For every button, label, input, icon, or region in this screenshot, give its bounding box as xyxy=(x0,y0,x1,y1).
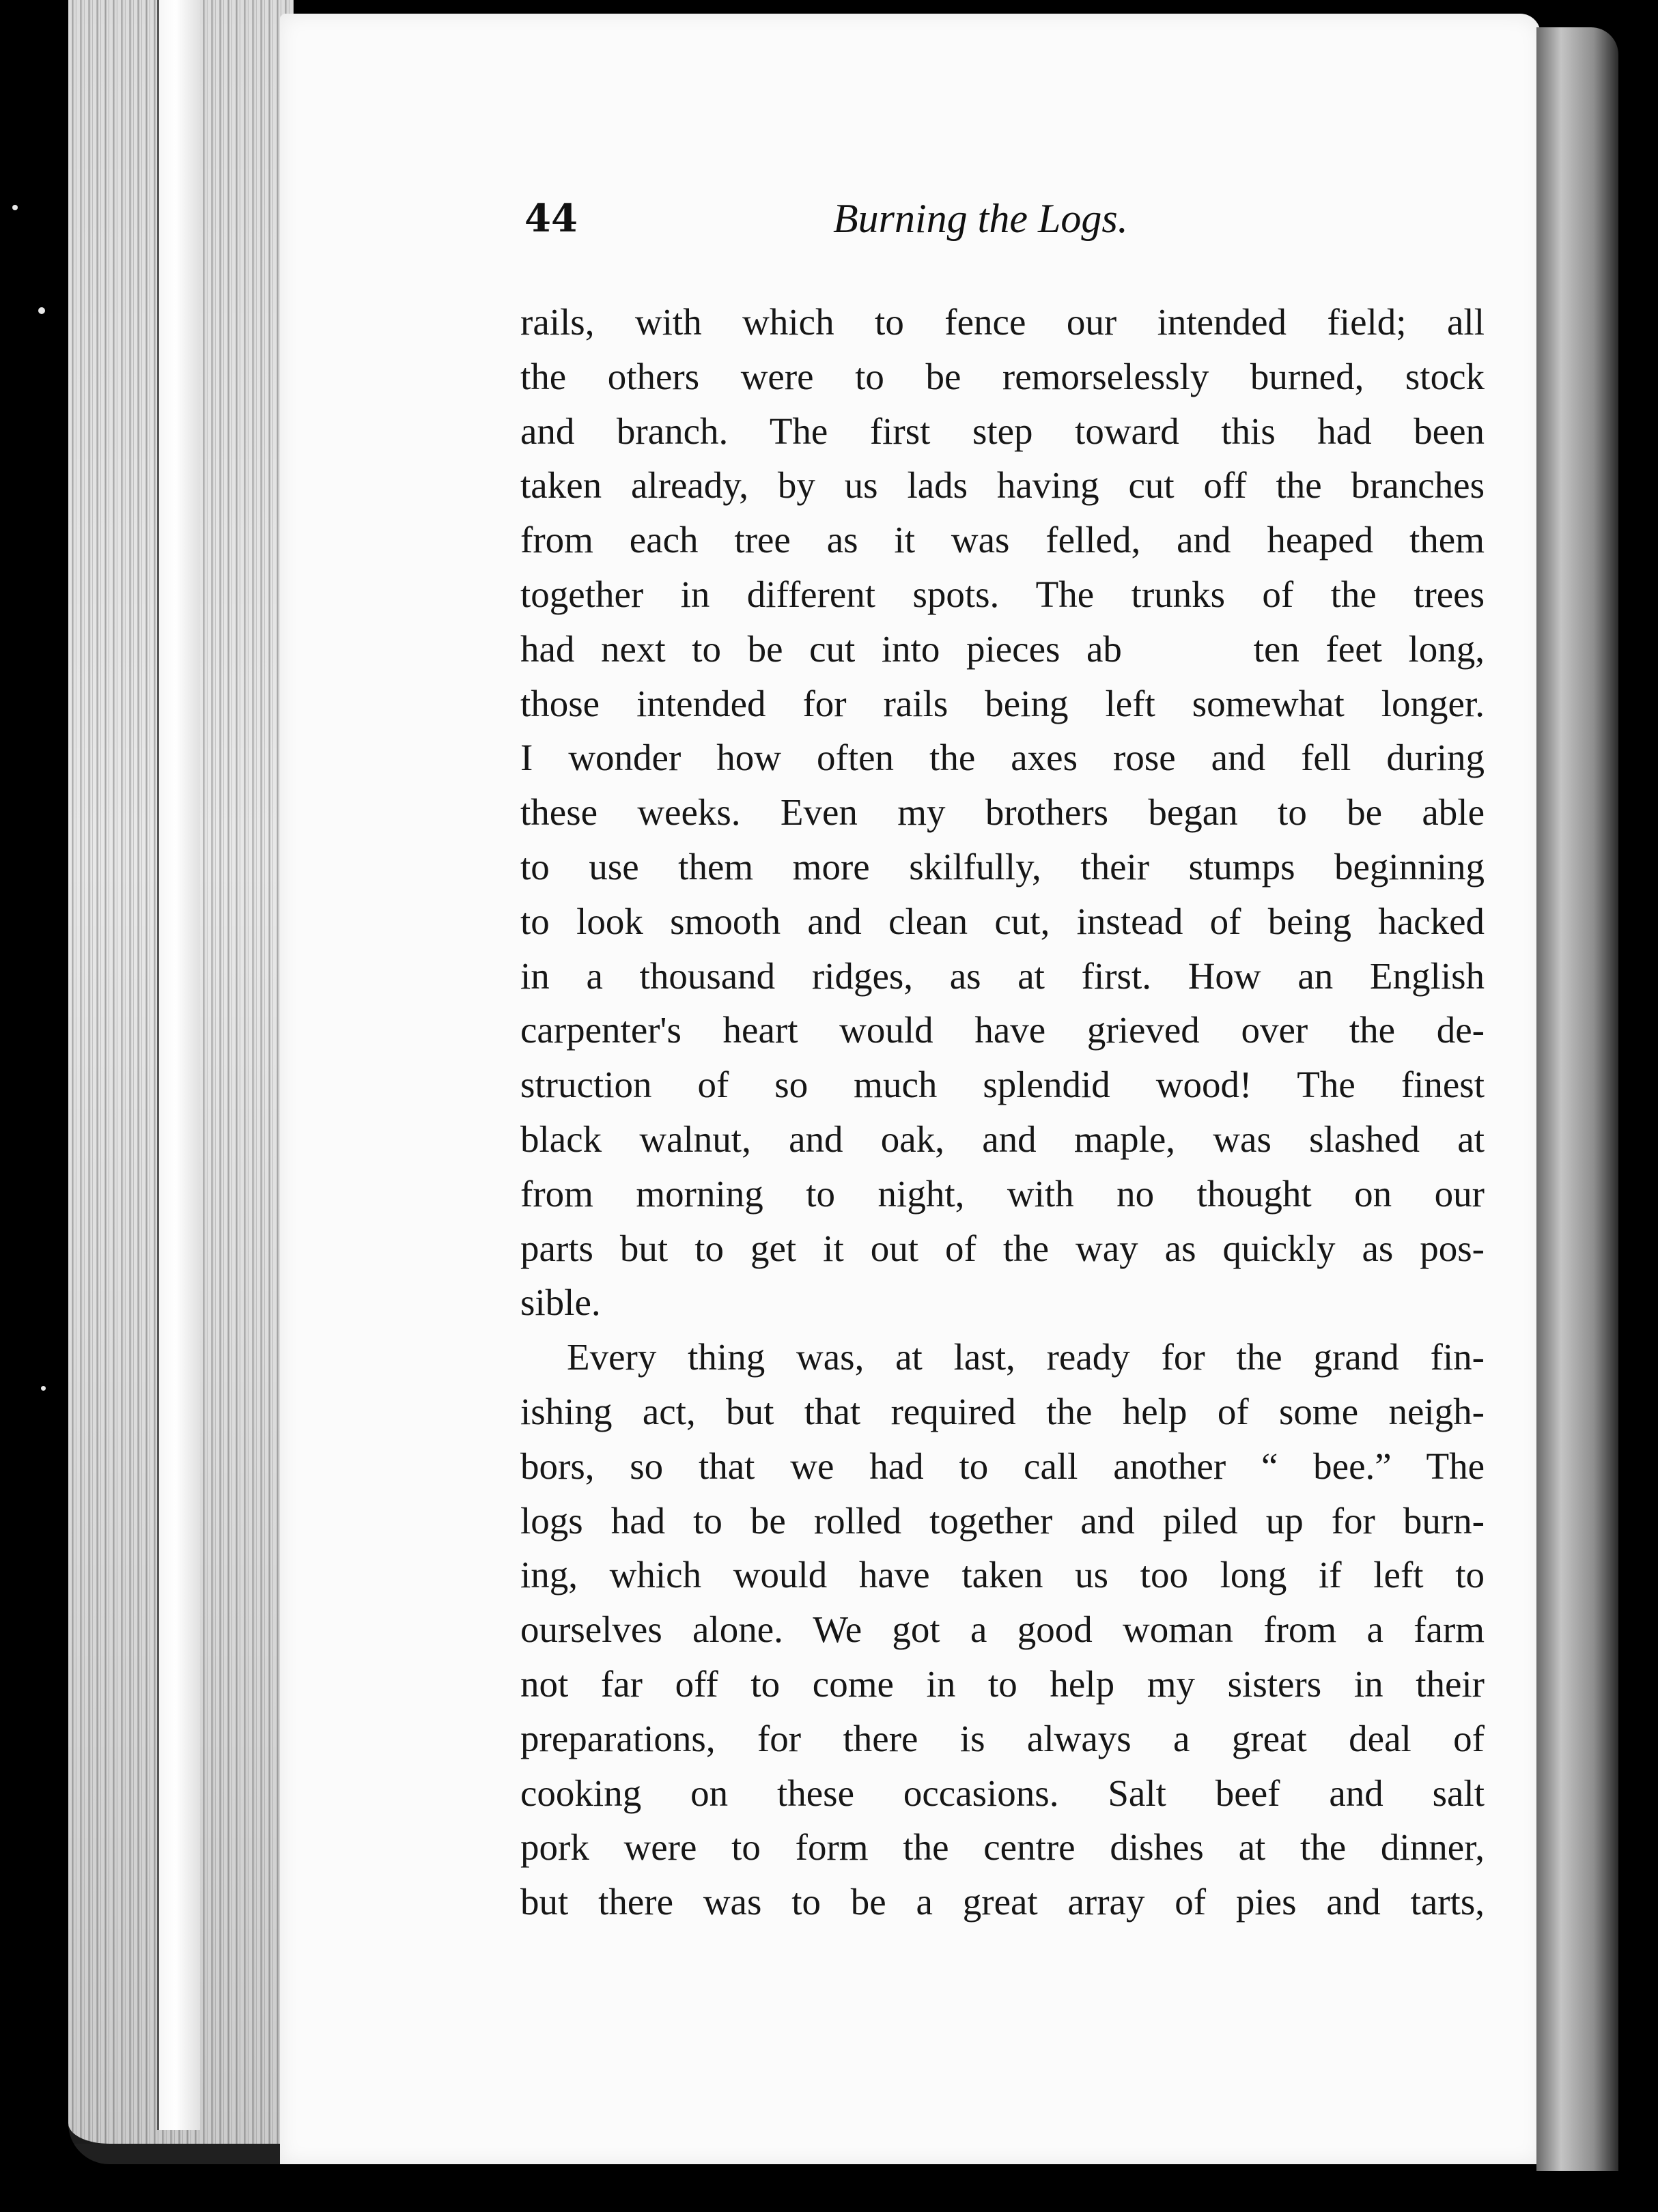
body-text xyxy=(520,295,1485,1929)
dust-speck xyxy=(12,205,18,210)
text-line: struction of so much splendid wood! The finest xyxy=(520,1064,1485,1106)
text-line: ing, which would have taken us too long if left to xyxy=(520,1554,1485,1596)
dust-speck xyxy=(41,1386,46,1391)
text-line: in a thousand ridges, as at first. How an English xyxy=(520,954,1485,997)
text-line: these weeks. Even my brothers began to be able xyxy=(520,791,1485,834)
text-line: but there was to be a great array of pies and tarts, xyxy=(520,1881,1485,1923)
page-header xyxy=(524,191,1207,246)
text-line: had next to be cut into pieces ab ten feet long, xyxy=(520,627,1485,670)
text-line: to look smooth and clean cut, instead of being hacked xyxy=(520,900,1485,942)
text-line: rails, with which to fence our intended field; all xyxy=(520,301,1485,343)
text-line: not far off to come in to help my sisters in their xyxy=(520,1662,1485,1705)
text-line: sible. xyxy=(520,1281,601,1324)
page-edge-seam xyxy=(157,0,200,2130)
text-line: cooking on these occasions. Salt beef and salt xyxy=(520,1772,1485,1814)
text-line: taken already, by us lads having cut off the branches xyxy=(520,464,1485,507)
text-line: black walnut, and oak, and maple, was slashed at xyxy=(520,1118,1485,1160)
text-line: to use them more skilfully, their stumps beginning xyxy=(520,845,1485,888)
text-line: from each tree as it was felled, and heaped them xyxy=(520,519,1485,561)
text-line: ourselves alone. We got a good woman from a farm xyxy=(520,1608,1485,1651)
text-line: and branch. The first step toward this had been xyxy=(520,410,1485,452)
text-line: from morning to night, with no thought on our xyxy=(520,1172,1485,1215)
text-line: together in different spots. The trunks of the trees xyxy=(520,573,1485,615)
text-line: the others were to be remorselessly burned, stock xyxy=(520,355,1485,397)
text-line: Every thing was, at last, ready for the grand fin- xyxy=(567,1336,1485,1378)
text-line: pork were to form the centre dishes at the dinner, xyxy=(520,1826,1485,1869)
running-title: Burning the Logs. xyxy=(833,196,1128,241)
dust-speck xyxy=(38,307,45,314)
text-line: carpenter's heart would have grieved over the de- xyxy=(520,1009,1485,1051)
text-line: parts but to get it out of the way as quickly as pos- xyxy=(520,1227,1485,1269)
text-line: logs had to be rolled together and piled up for burn- xyxy=(520,1499,1485,1542)
text-line: those intended for rails being left somewhat longer. xyxy=(520,682,1485,724)
text-line: ishing act, but that required the help of some neigh- xyxy=(520,1390,1485,1432)
text-line: bors, so that we had to call another “ bee.” The xyxy=(520,1445,1485,1487)
page-number: 44 xyxy=(524,196,578,241)
facing-page-curl xyxy=(1536,27,1618,2171)
text-line: I wonder how often the axes rose and fell during xyxy=(520,737,1485,779)
text-line: preparations, for there is always a great deal of xyxy=(520,1717,1485,1759)
